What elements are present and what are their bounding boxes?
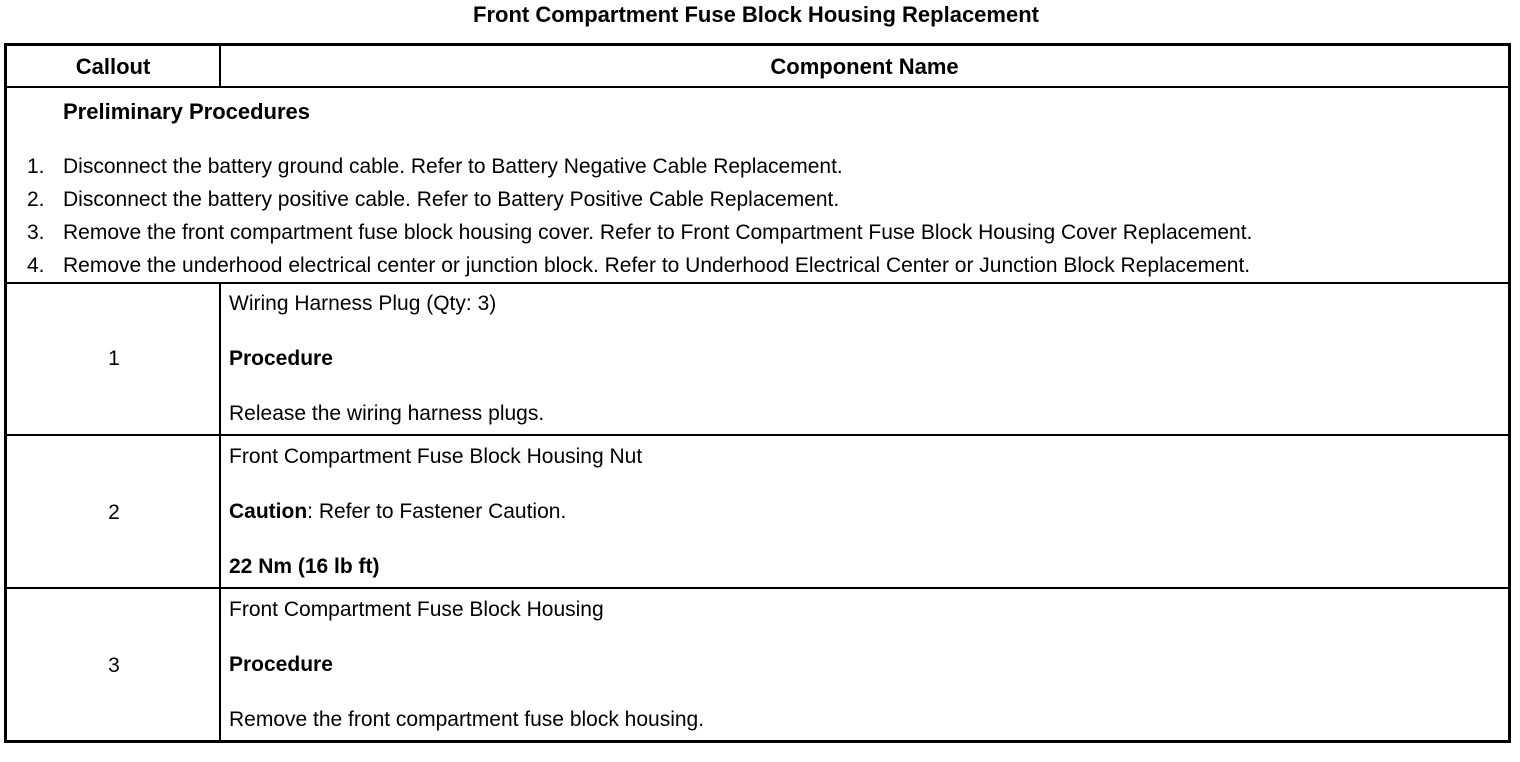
header-callout: Callout [75,54,151,79]
step-text: Remove the underhood electrical center or junction block. Refer to Underhood Electrical Center or Junction Block Replacement. [63,254,1251,277]
header-component-name: Component Name [770,54,959,79]
caution-label: Caution [229,500,308,523]
header-divider [7,86,1508,88]
step-text: Disconnect the battery ground cable. Refer to Battery Negative Cable Replacement. [63,155,843,178]
row-divider [7,587,1508,589]
step-text: Disconnect the battery positive cable. Refer to Battery Positive Cable Replacement. [63,188,840,211]
row-divider [7,282,1508,284]
step-number: 3. [27,221,45,244]
callout-number: 1 [108,347,120,370]
component-name: Wiring Harness Plug (Qty: 3) [229,292,497,315]
component-name: Front Compartment Fuse Block Housing Nut [229,445,643,468]
table-row [229,291,544,456]
table-row [229,444,642,609]
step-number: 4. [27,254,45,277]
preliminary-title: Preliminary Procedures [63,99,311,124]
list-item [27,216,1252,249]
list-item [27,183,1252,216]
list-item [27,249,1252,282]
component-name: Front Compartment Fuse Block Housing [229,598,604,621]
step-text: Remove the front compartment fuse block housing cover. Refer to Front Compartment Fuse Block Housing Cover Replacement. [63,221,1253,244]
callout-number: 3 [108,654,120,677]
preliminary-steps [27,150,1252,282]
procedure-label: Procedure [229,347,333,370]
procedure-label: Procedure [229,653,333,676]
page-title: Front Compartment Fuse Block Housing Replacement [473,2,1039,27]
row-divider [7,434,1508,436]
procedure-detail: Remove the front compartment fuse block housing. [229,708,705,731]
caution-text: : Refer to Fastener Caution. [307,500,567,523]
callout-table [4,43,1511,743]
procedure-detail: Release the wiring harness plugs. [229,402,545,425]
table-row [229,597,704,762]
step-number: 2. [27,188,45,211]
caution-line [229,499,642,554]
torque-spec: 22 Nm (16 lb ft) [229,555,380,578]
callout-number: 2 [108,501,120,524]
step-number: 1. [27,155,45,178]
list-item [27,150,1252,183]
